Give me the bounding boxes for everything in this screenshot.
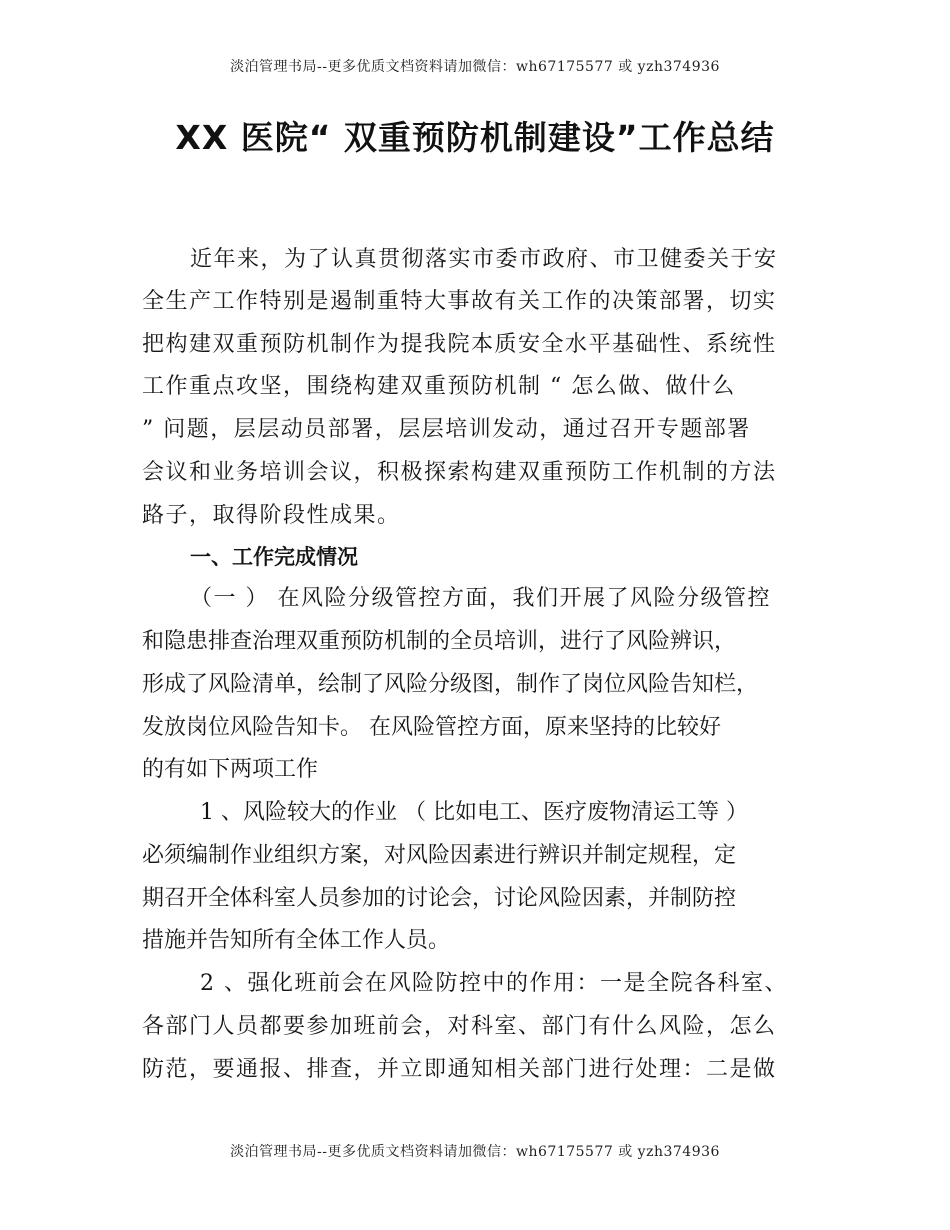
body-line: 2 、强化班前会在风险防控中的作用：一是全院各科室、 [200, 971, 788, 996]
body-line: ” 问题，层层动员部署，层层培训发动，通过召开专题部署 [142, 417, 751, 442]
body-line: 防范，要通报、排查，并立即通知相关部门进行处理：二是做 [142, 1057, 777, 1082]
body-line: 把构建双重预防机制作为提我院本质安全水平基础性、系统性 [142, 332, 777, 357]
body-line: 1 、风险较大的作业 （ 比如电工、医疗废物清运工等 ） [200, 800, 748, 825]
footer-watermark-note: 淡泊管理书局--更多优质文档资料请加微信：wh67175577 或 yzh374936 [230, 1144, 720, 1160]
body-line: 措施并告知所有全体工作人员。 [142, 928, 451, 953]
body-line: 工作重点攻坚，围绕构建双重预防机制 “ 怎么做、做什么 [142, 374, 736, 399]
body-line: 期召开全体科室人员参加的讨论会，讨论风险因素，并制防控 [142, 886, 737, 911]
section-heading: 一、工作完成情况 [190, 545, 358, 569]
body-line: 必须编制作业组织方案，对风险因素进行辨识并制定规程，定 [142, 843, 737, 868]
body-line: 发放岗位风险告知卡。 在风险管控方面，原来坚持的比较好 [142, 715, 721, 740]
body-line: （一 ） 在风险分级管控方面，我们开展了风险分级管控 [190, 586, 771, 611]
body-line: 形成了风险清单，绘制了风险分级图，制作了岗位风险告知栏， [142, 672, 759, 697]
document-title: XX 医院“ 双重预防机制建设”工作总结 [175, 118, 775, 157]
body-line: 近年来，为了认真贯彻落实市委市政府、市卫健委关于安 [190, 247, 778, 272]
body-line: 路子，取得阶段性成果。 [142, 503, 401, 528]
body-line: 和隐患排查治理双重预防机制的全员培训，进行了风险辨识， [142, 629, 737, 654]
body-line: 全生产工作特别是遏制重特大事故有关工作的决策部署，切实 [142, 289, 777, 314]
body-line: 会议和业务培训会议，积极探索构建双重预防工作机制的方法 [142, 460, 777, 485]
header-watermark-note: 淡泊管理书局--更多优质文档资料请加微信：wh67175577 或 yzh374936 [230, 59, 720, 75]
body-line: 各部门人员都要参加班前会，对科室、部门有什么风险，怎么 [142, 1014, 777, 1039]
body-line: 的有如下两项工作 [142, 757, 319, 782]
